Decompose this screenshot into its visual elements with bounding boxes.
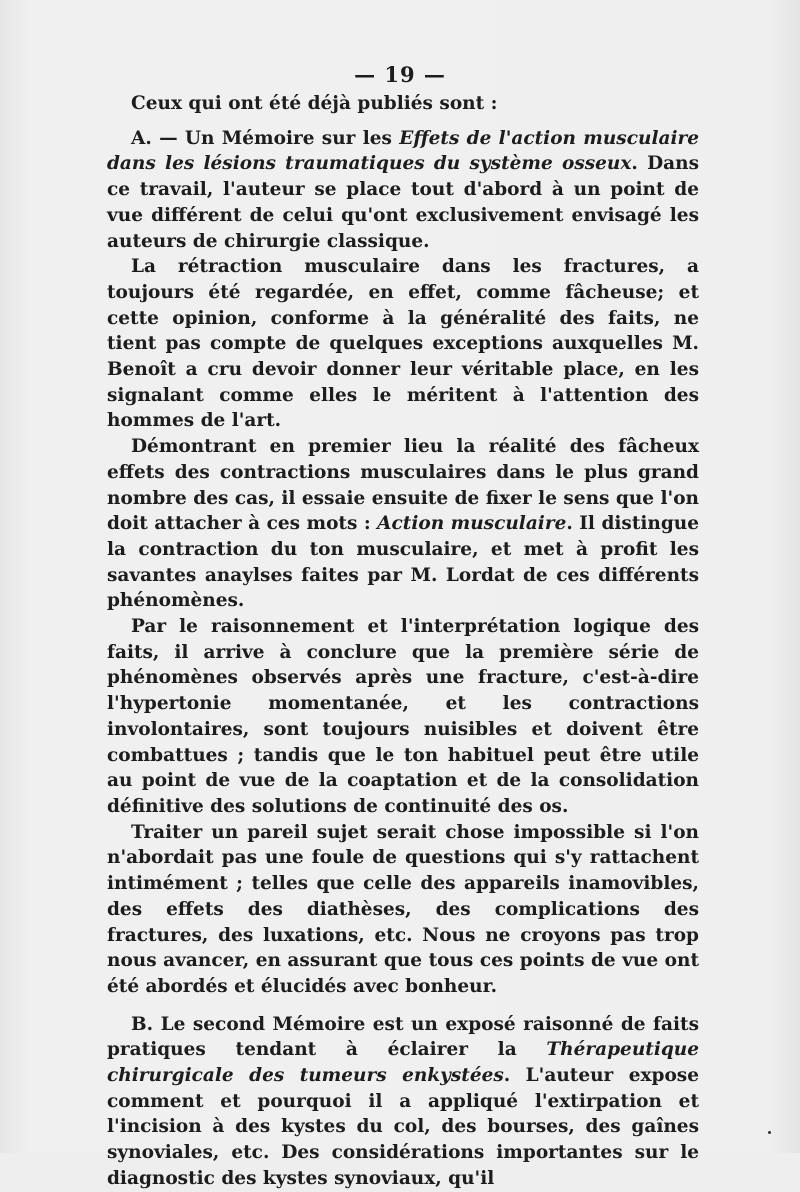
paragraph-a-label: A. — [131, 127, 152, 149]
page-number: — 19 — — [354, 62, 446, 87]
paragraph-a-lead: — Un Mémoire sur les — [151, 127, 400, 149]
paragraph-b-title: Thérapeutique chirurgicale des tumeurs enkystées — [107, 1039, 699, 1087]
paragraph-retraction: La rétraction musculaire dans les fractures, a toujours été regardée, en effet, comme fâcheuse; et cette opinion, conforme à la généralité des faits, ne tient pas compte de quelques exceptions auxquelles M. Benoît a cru devoir donner leur véritable place, en les signalant comme elles le méritent à l'attention des hommes de l'art. — [107, 256, 699, 432]
paragraph-demontrant — [107, 434, 699, 614]
paragraph-b — [107, 1012, 699, 1192]
paragraph-b-rest: . L'auteur expose comment et pourquoi il a appliqué l'extirpation et l'incision à des kystes du col, des bourses, des gaînes synoviales, etc. Des considérations importantes sur le diagnostic des kystes synoviaux, qu'il — [107, 1065, 699, 1189]
paragraph-demontrant-rest: . Il distingue la contraction du ton musculaire, et met à profit les savantes anaylses faites par M. Lordat de ces différents phénomènes. — [107, 513, 700, 612]
paragraph-a — [107, 126, 699, 255]
paragraph-b-lead: Le second Mémoire est un exposé raisonné de faits pratiques tendant à éclairer la — [107, 1013, 699, 1061]
paragraph-b-label: B. — [131, 1013, 154, 1035]
paragraph-a-rest: . Dans ce travail, l'auteur se place tout d'abord à un point de vue différent de celui qu'ont exclusivement envisagé les auteurs de chirurgie classique. — [107, 153, 700, 252]
paragraph-a-title: Effets de l'action musculaire dans les lésions traumatiques du système osseux — [107, 127, 700, 175]
paragraph-demontrant-italic: Action musculaire — [377, 513, 567, 535]
ink-speck — [768, 1131, 771, 1134]
intro-line: Ceux qui ont été déjà publiés sont : — [131, 93, 498, 114]
body-text — [107, 91, 699, 1192]
paragraph-raisonnement: Par le raisonnement et l'interprétation logique des faits, il arrive à conclure que la première série de phénomènes observés après une fracture, c'est-à-dire l'hypertonie momentanée, et les contractions involontaires, sont toujours nuisibles et doivent être combattues ; tandis que le ton habituel peut être utile au point de vue de la coaptation et de la consolidation définitive des solutions de continuité des os. — [107, 616, 699, 817]
paragraph-demontrant-text: Démontrant en premier lieu la réalité des fâcheux effets des contractions musculaires dans le plus grand nombre des cas, il essaie ensuite de fixer le sens que l'on doit attacher à ces mots : — [107, 436, 699, 535]
paragraph-traiter: Traiter un pareil sujet serait chose impossible si l'on n'abordait pas une foule de questions qui s'y rattachent intimément ; telles que celle des appareils inamovibles, des effets des diathèses, des complications des fractures, des luxations, etc. Nous ne croyons pas trop nous avancer, en assurant que tous ces points de vue ont été abordés et élucidés avec bonheur. — [107, 821, 699, 997]
